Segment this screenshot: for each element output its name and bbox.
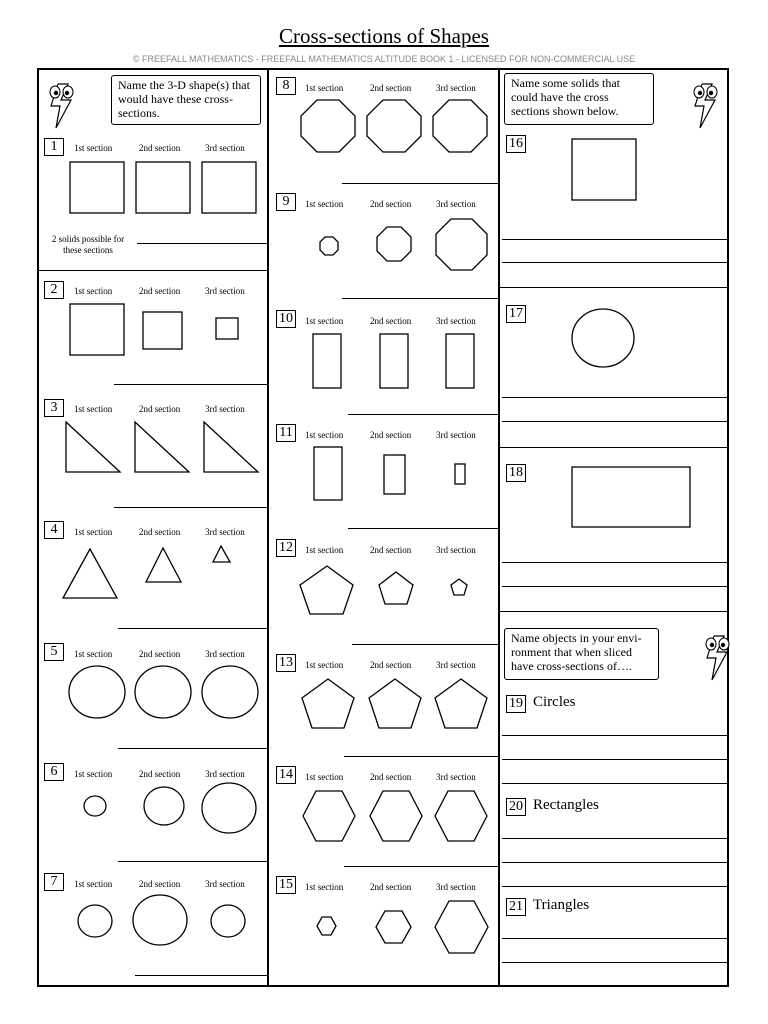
section-label: 2nd section xyxy=(370,660,412,670)
triangle-shape xyxy=(146,548,181,582)
q1-note: 2 solids possible for these sections xyxy=(51,234,125,255)
question-number: 7 xyxy=(44,873,64,891)
square-shape xyxy=(202,162,256,213)
section-label: 3rd section xyxy=(205,404,245,414)
section-label: 1st section xyxy=(74,879,113,889)
question-number: 18 xyxy=(506,464,526,482)
question-number: 8 xyxy=(276,77,296,95)
section-label: 1st section xyxy=(74,527,113,537)
octagon-shape xyxy=(320,237,338,255)
section-label: 1st section xyxy=(305,316,344,326)
square-shape xyxy=(572,139,636,200)
section-label: 3rd section xyxy=(205,879,245,889)
pentagon-shape xyxy=(435,679,487,728)
section-label: 3rd section xyxy=(436,430,476,440)
triangle-shape xyxy=(63,549,117,598)
copyright-notice: © FREEFALL MATHEMATICS - FREEFALL MATHEMATICS ALTITUDE BOOK 1 - LICENSED FOR NON-COMMERCIAL USE xyxy=(132,54,636,64)
section-label: 2nd section xyxy=(370,772,412,782)
circle-shape xyxy=(69,666,125,718)
question-number: 3 xyxy=(44,399,64,417)
rectangle-shape xyxy=(572,467,690,527)
section-label: 3rd section xyxy=(436,660,476,670)
pentagon-shape xyxy=(369,679,421,728)
section-label: 2nd section xyxy=(370,83,412,93)
question-number: 2 xyxy=(44,281,64,299)
section-label: 1st section xyxy=(305,430,344,440)
section-label: 2nd section xyxy=(370,199,412,209)
section-label: 3rd section xyxy=(205,286,245,296)
pentagon-shape xyxy=(300,566,353,614)
section-label: 1st section xyxy=(305,545,344,555)
rectangle-shape xyxy=(455,464,465,484)
instruction-callout-right-top: Name some solids that could have the cross sections shown below. xyxy=(504,73,654,125)
section-label: 2nd section xyxy=(139,769,181,779)
octagon-shape xyxy=(436,219,487,270)
section-label: 1st section xyxy=(74,649,113,659)
section-label: 3rd section xyxy=(205,527,245,537)
octagon-shape xyxy=(367,100,421,152)
section-label: 2nd section xyxy=(139,286,181,296)
section-label: 1st section xyxy=(305,882,344,892)
section-label: 3rd section xyxy=(436,545,476,555)
right-triangle-shape xyxy=(204,422,258,472)
circle-shape xyxy=(572,309,634,367)
section-label: 1st section xyxy=(74,286,113,296)
instruction-callout-left: Name the 3-D shape(s) that would have these cross-sections. xyxy=(111,75,261,125)
section-label: 1st section xyxy=(305,772,344,782)
section-label: 3rd section xyxy=(436,83,476,93)
section-label: 1st section xyxy=(74,143,113,153)
circle-shape xyxy=(133,895,187,945)
section-label: 3rd section xyxy=(436,316,476,326)
question-number: 17 xyxy=(506,305,526,323)
octagon-shape xyxy=(433,100,487,152)
hexagon-shape xyxy=(370,791,422,841)
section-label: 2nd section xyxy=(139,143,181,153)
question-number: 15 xyxy=(276,876,296,894)
question-number: 12 xyxy=(276,539,296,557)
question-number: 14 xyxy=(276,766,296,784)
section-label: 1st section xyxy=(305,83,344,93)
question-number: 19 xyxy=(506,695,526,713)
circle-shape xyxy=(78,905,112,937)
instruction-callout-right-bottom: Name objects in your envi-ronment that when sliced have cross-sections of…. xyxy=(504,628,659,680)
section-label: 2nd section xyxy=(139,879,181,889)
section-label: 2nd section xyxy=(139,649,181,659)
section-label: 2nd section xyxy=(370,430,412,440)
circle-shape xyxy=(144,787,184,825)
hexagon-shape xyxy=(317,917,336,935)
square-shape xyxy=(136,162,190,213)
right-triangle-shape xyxy=(66,422,120,472)
square-shape xyxy=(143,312,182,349)
square-shape xyxy=(70,162,124,213)
rectangle-shape xyxy=(384,455,405,494)
question-number: 20 xyxy=(506,798,526,816)
square-shape xyxy=(216,318,238,339)
hexagon-shape xyxy=(303,791,355,841)
circle-shape xyxy=(202,666,258,718)
rectangle-shape xyxy=(313,334,341,388)
section-label: 3rd section xyxy=(436,882,476,892)
octagon-shape xyxy=(301,100,355,152)
question-number: 1 xyxy=(44,138,64,156)
circle-shape xyxy=(84,796,106,816)
right-triangle-shape xyxy=(135,422,189,472)
question-number: 9 xyxy=(276,193,296,211)
circle-shape xyxy=(211,905,245,937)
rectangle-shape xyxy=(314,447,342,500)
section-label: 1st section xyxy=(74,404,113,414)
section-label: 3rd section xyxy=(436,772,476,782)
section-label: 2nd section xyxy=(139,404,181,414)
hexagon-shape xyxy=(435,901,488,953)
section-label: 1st section xyxy=(305,199,344,209)
question-number: 6 xyxy=(44,763,64,781)
section-label: 2nd section xyxy=(370,545,412,555)
question-number: 10 xyxy=(276,310,296,328)
section-label: 2nd section xyxy=(370,316,412,326)
question-number: 4 xyxy=(44,521,64,539)
section-label: 2nd section xyxy=(370,882,412,892)
pentagon-shape xyxy=(379,572,413,604)
circle-shape xyxy=(135,666,191,718)
rectangle-shape xyxy=(446,334,474,388)
question-number: 16 xyxy=(506,135,526,153)
question-number: 5 xyxy=(44,643,64,661)
question-number: 11 xyxy=(276,424,296,442)
section-label: 1st section xyxy=(74,769,113,779)
hexagon-shape xyxy=(435,791,487,841)
octagon-shape xyxy=(377,227,411,261)
section-label: 1st section xyxy=(305,660,344,670)
square-shape xyxy=(70,304,124,355)
triangle-shape xyxy=(213,546,230,562)
pentagon-shape xyxy=(451,579,467,595)
hexagon-shape xyxy=(376,911,411,943)
section-label: 3rd section xyxy=(205,649,245,659)
question-number: 13 xyxy=(276,654,296,672)
page-title: Cross-sections of Shapes xyxy=(279,24,489,48)
pentagon-shape xyxy=(302,679,354,728)
section-label: 3rd section xyxy=(205,143,245,153)
q21-label: Triangles xyxy=(533,897,590,913)
section-label: 2nd section xyxy=(139,527,181,537)
q19-label: Circles xyxy=(533,694,576,710)
question-number: 21 xyxy=(506,898,526,916)
section-label: 3rd section xyxy=(436,199,476,209)
q20-label: Rectangles xyxy=(533,797,599,813)
circle-shape xyxy=(202,783,256,833)
section-label: 3rd section xyxy=(205,769,245,779)
rectangle-shape xyxy=(380,334,408,388)
